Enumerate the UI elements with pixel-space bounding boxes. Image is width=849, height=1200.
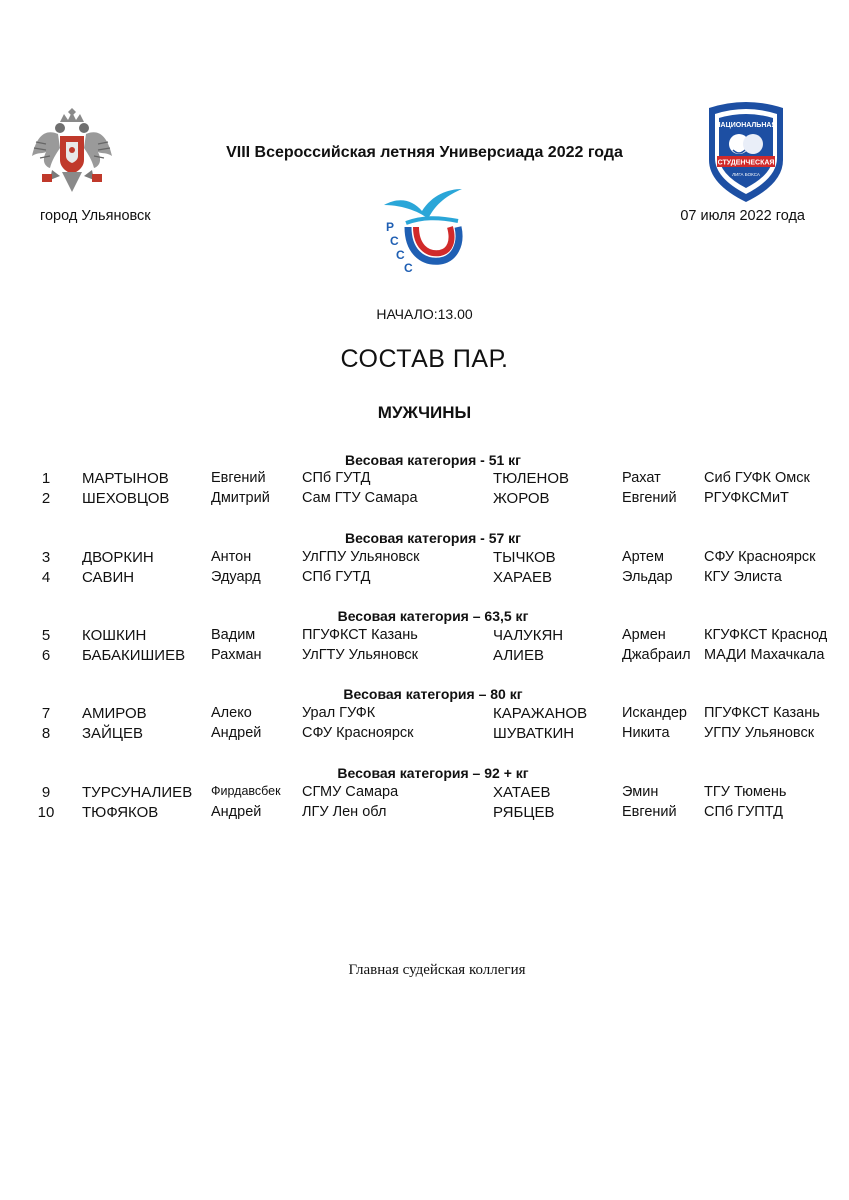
boxer2-name: Евгений — [622, 490, 677, 506]
league-top-text: НАЦИОНАЛЬНАЯ — [715, 122, 777, 129]
boxer2-name: Артем — [622, 549, 664, 565]
boxer2-name: Эмин — [622, 784, 659, 800]
pair-number: 7 — [41, 705, 51, 722]
boxer1-name: Алеко — [211, 705, 252, 721]
pair-row — [0, 490, 849, 510]
footer-signature-line: Главная судейская коллегия — [348, 962, 526, 978]
league-bottom-text: ЛИГА БОКСА — [732, 172, 760, 177]
event-date: 07 июля 2022 года — [680, 208, 805, 224]
boxer1-name: Рахман — [211, 647, 262, 663]
boxer1-name: Вадим — [211, 627, 256, 643]
boxer1-club: Сам ГТУ Самара — [302, 490, 418, 506]
boxer2-name: Эльдар — [622, 569, 673, 585]
boxer2-surname: ХАРАЕВ — [493, 569, 553, 586]
boxer2-surname: РЯБЦЕВ — [493, 804, 555, 821]
pair-row — [0, 569, 849, 589]
boxer1-name: Андрей — [211, 725, 262, 741]
pair-row — [0, 804, 849, 824]
boxer2-name: Никита — [622, 725, 670, 741]
pair-row — [0, 647, 849, 667]
boxer1-club: Урал ГУФК — [302, 705, 376, 721]
boxer1-surname: САВИН — [82, 569, 135, 586]
boxer2-club: ТГУ Тюмень — [704, 784, 787, 800]
page-title: СОСТАВ ПАР. — [340, 345, 509, 373]
boxer1-name: Фирдавсбек — [211, 784, 281, 798]
boxer1-name: Дмитрий — [211, 490, 270, 506]
pair-number: 8 — [41, 725, 51, 742]
boxer1-surname: ЗАЙЦЕВ — [82, 725, 143, 742]
boxer1-club: ПГУФКСТ Казань — [302, 627, 418, 643]
boxer2-name: Армен — [622, 627, 666, 643]
pair-number: 5 — [41, 627, 51, 644]
boxer1-surname: КОШКИН — [82, 627, 147, 644]
boxer1-club: ЛГУ Лен обл — [302, 804, 387, 820]
boxer1-name: Антон — [211, 549, 252, 565]
pair-number: 10 — [37, 804, 55, 821]
pair-row — [0, 725, 849, 745]
league-band-text: СТУДЕНЧЕСКАЯ — [717, 159, 775, 167]
boxer2-surname: ЖОРОВ — [493, 490, 550, 507]
boxer2-club: УГПУ Ульяновск — [704, 725, 815, 741]
rsss-letter: С — [404, 261, 413, 275]
weight-category-label: Весовая категория – 80 кг — [343, 686, 523, 702]
boxer2-surname: АЛИЕВ — [493, 647, 544, 664]
boxer1-name: Евгений — [211, 470, 266, 486]
event-title: VIII Всероссийская летняя Универсиада 2022 года — [226, 144, 623, 161]
boxer2-surname: КАРАЖАНОВ — [493, 705, 588, 722]
boxer2-club: КГУФКСТ Краснод — [704, 627, 828, 643]
boxer1-club: УлГТУ Ульяновск — [302, 647, 418, 663]
boxer1-surname: ТЮФЯКОВ — [82, 804, 159, 821]
pair-number: 6 — [41, 647, 51, 664]
pair-row — [0, 705, 849, 725]
pair-row — [0, 470, 849, 490]
boxer2-club: СПб ГУПТД — [704, 804, 783, 820]
boxer2-club: КГУ Элиста — [704, 569, 782, 585]
rsss-letter: С — [396, 248, 405, 262]
boxer2-club: Сиб ГУФК Омск — [704, 470, 810, 486]
boxer2-surname: ШУВАТКИН — [493, 725, 575, 742]
weight-category-label: Весовая категория – 63,5 кг — [337, 608, 529, 624]
boxer2-name: Джабраил — [622, 647, 691, 663]
boxer2-name: Искандер — [622, 705, 687, 721]
boxer1-surname: ШЕХОВЦОВ — [82, 490, 170, 507]
boxer1-surname: ТУРСУНАЛИЕВ — [82, 784, 193, 801]
boxer1-club: СПб ГУТД — [302, 569, 371, 585]
boxer2-club: ПГУФКСТ Казань — [704, 705, 820, 721]
boxer2-club: МАДИ Махачкала — [704, 647, 825, 663]
pair-row — [0, 549, 849, 569]
weight-category-label: Весовая категория – 92 + кг — [337, 765, 529, 781]
rsss-letter: Р — [386, 220, 395, 234]
boxer2-surname: ТЮЛЕНОВ — [493, 470, 569, 487]
boxer1-name: Эдуард — [211, 569, 261, 585]
boxer2-name: Рахат — [622, 470, 661, 486]
boxer2-surname: ЧАЛУКЯН — [493, 627, 564, 644]
boxer1-club: СПб ГУТД — [302, 470, 371, 486]
pair-number: 1 — [41, 470, 51, 487]
boxer1-surname: БАБАКИШИЕВ — [82, 647, 186, 664]
boxer1-club: СГМУ Самара — [302, 784, 399, 800]
gender-heading: МУЖЧИНЫ — [377, 403, 472, 422]
boxer2-surname: ТЫЧКОВ — [493, 549, 556, 566]
pair-number: 4 — [41, 569, 51, 586]
boxer1-club: УлГПУ Ульяновск — [302, 549, 420, 565]
pair-row — [0, 784, 849, 804]
rsss-seagull-logo — [378, 183, 468, 275]
boxer1-surname: МАРТЫНОВ — [82, 470, 169, 487]
rsss-letter: С — [390, 234, 399, 248]
boxer1-club: СФУ Красноярск — [302, 725, 414, 741]
boxer2-club: СФУ Красноярск — [704, 549, 816, 565]
weight-category-label: Весовая категория - 51 кг — [344, 452, 522, 468]
pair-number: 9 — [41, 784, 51, 801]
boxer2-club: РГУФКСМиТ — [704, 490, 789, 506]
boxer2-name: Евгений — [622, 804, 677, 820]
boxer2-surname: ХАТАЕВ — [493, 784, 551, 801]
weight-category-label: Весовая категория - 57 кг — [344, 530, 522, 546]
boxer1-surname: АМИРОВ — [82, 705, 147, 722]
pair-number: 3 — [41, 549, 51, 566]
start-time: НАЧАЛО:13.00 — [376, 306, 473, 322]
city-label: город Ульяновск — [40, 208, 151, 224]
pair-row — [0, 627, 849, 647]
pair-number: 2 — [41, 490, 51, 507]
boxer1-surname: ДВОРКИН — [82, 549, 154, 566]
boxer1-name: Андрей — [211, 804, 262, 820]
